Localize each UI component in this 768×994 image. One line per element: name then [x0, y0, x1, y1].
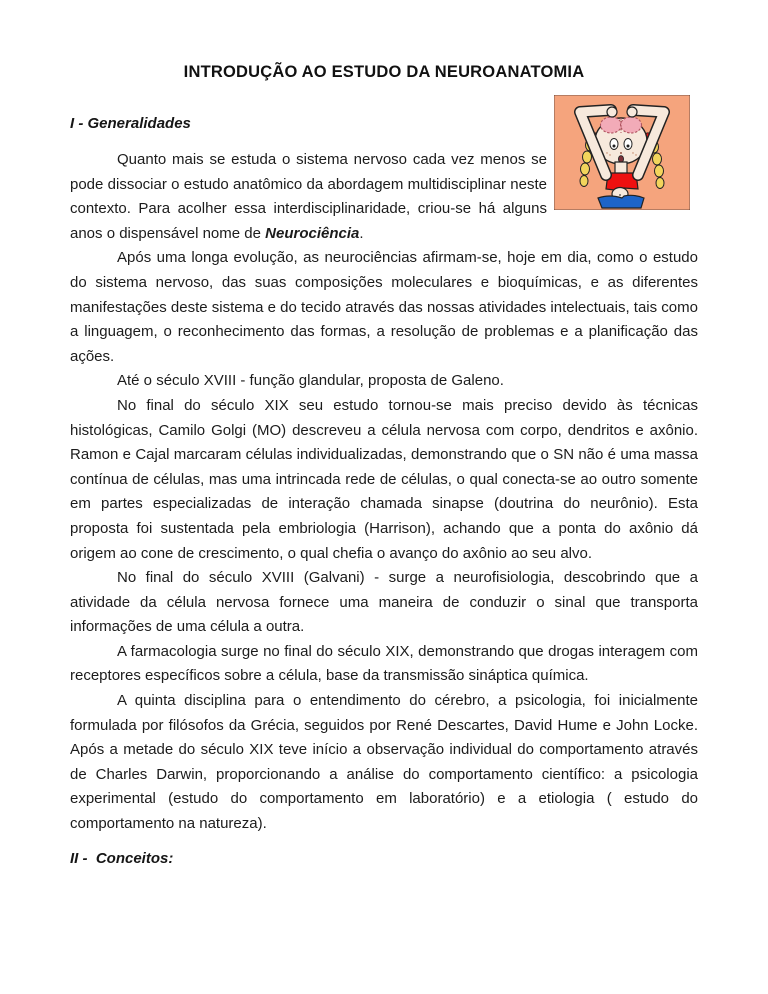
paragraph-intro-text: Quanto mais se estuda o sistema nervoso cada vez menos se pode dissociar o estudo anatômico da abordagem multidisciplinar neste contexto. Para acolher essa interdisciplinaridade, criou-se há alguns anos o dispensável nome de [70, 151, 547, 242]
paragraph-farmacologia: A farmacologia surge no final do século XIX, demonstrando que drogas interagem com receptores específicos sobre a célula, base da transmissão sináptica química. [70, 642, 698, 685]
paragraph-evolucao: Após uma longa evolução, as neurociências afirmam-se, hoje em dia, como o estudo do sistema nervoso, das suas composições moleculares e bioquímicas, e as diferentes manifestações deste sistema e do tecido através das nossas atividades intelectuais, tais como a linguagem, o reconhecimento das formas, a resolução de problemas e a planificação das ações. [70, 249, 698, 365]
neuroscience-cartoon-image [554, 95, 690, 210]
paragraph-golgi-cajal: No final do século XIX seu estudo tornou-se mais preciso devido às técnicas histológicas, Camilo Golgi (MO) descreveu a célula nervosa com corpo, dendritos e axônio. Ramon e Cajal marcaram células individualizadas, demonstrando que o SN não é uma massa contínua de células, mas uma intrincada rede de células, o qual conecta-se ao outro somente em partes especializadas de interação chamada sinapse (doutrina do neurônio). Esta proposta foi sustentada pela embriologia (Harrison), achando que a ponta do axônio dá origem ao cone de crescimento, o qual chefia o avanço do axônio ao seu alvo. [70, 396, 698, 562]
document-title: INTRODUÇÃO AO ESTUDO DA NEUROANATOMIA [183, 63, 585, 81]
paragraph-galvani: No final do século XVIII (Galvani) - surge a neurofisiologia, descobrindo que a atividade da célula nervosa fornece uma maneira de conduzir o sinal que transporta informações de uma célula a outra. [70, 569, 698, 636]
section-heading-conceitos: II - Conceitos: [70, 849, 174, 867]
paragraph-intro-period: . [359, 224, 364, 242]
paragraph-psicologia: A quinta disciplina para o entendimento do cérebro, a psicologia, foi inicialmente formulada por filósofos da Grécia, seguidos por René Descartes, David Hume e John Locke. Após a metade do século XIX teve início a observação individual do comportamento através de Charles Darwin, proporcionando a análise do comportamento científico: a psicologia experimental (estudo do comportamento em laboratório) e a etiologia ( estudo do comportamento na natureza). [70, 692, 698, 833]
girl-brain-cartoon-icon [554, 95, 690, 210]
paragraph-galeno: Até o século XVIII - função glandular, proposta de Galeno. [117, 372, 504, 390]
neurociencia-emphasis: Neurociência [265, 224, 360, 242]
section-heading-generalidades: I - Generalidades [70, 115, 191, 132]
